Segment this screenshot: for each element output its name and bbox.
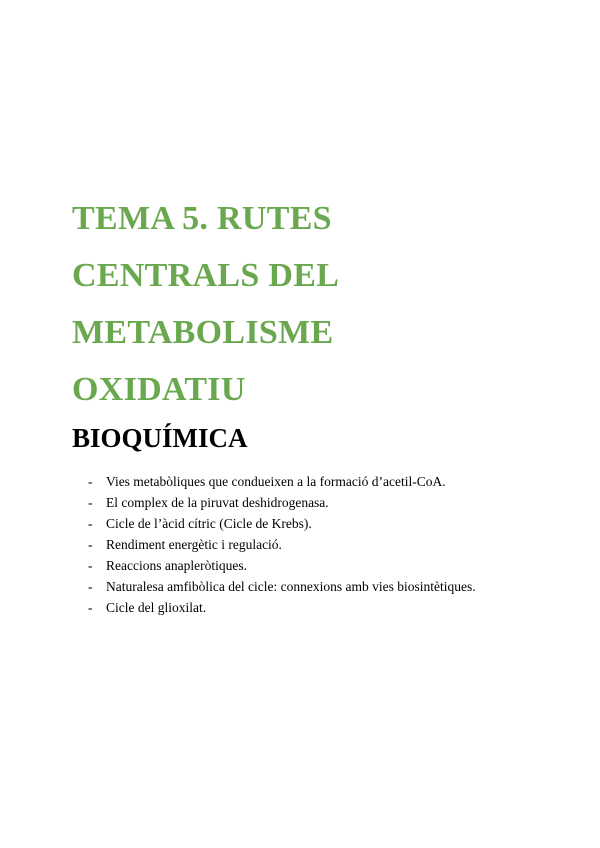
topic-text: Cicle del glioxilat. bbox=[106, 600, 207, 615]
topic-text: Cicle de l’àcid cítric (Cicle de Krebs). bbox=[106, 516, 312, 531]
list-item bbox=[88, 492, 476, 513]
title-line-1: TEMA 5. RUTES bbox=[72, 200, 332, 237]
title-line-2: CENTRALS DEL bbox=[72, 257, 340, 294]
bullet-dash: - bbox=[88, 558, 93, 573]
topic-text: Reaccions anapleròtiques. bbox=[106, 558, 247, 573]
topic-text: Rendiment energètic i regulació. bbox=[106, 537, 282, 552]
topic-text: Vies metabòliques que condueixen a la formació d’acetil-CoA. bbox=[106, 474, 446, 489]
list-item bbox=[88, 471, 476, 492]
document-title bbox=[72, 190, 339, 418]
topic-text: El complex de la piruvat deshidrogenasa. bbox=[106, 495, 329, 510]
list-item bbox=[88, 513, 476, 534]
list-item bbox=[88, 555, 476, 576]
topic-list bbox=[88, 471, 476, 618]
bullet-dash: - bbox=[88, 537, 93, 552]
list-item bbox=[88, 576, 476, 597]
subject-heading: BIOQUÍMICA bbox=[72, 423, 248, 453]
list-item bbox=[88, 534, 476, 555]
topic-text: Naturalesa amfibòlica del cicle: connexions amb vies biosintètiques. bbox=[106, 579, 476, 594]
bullet-dash: - bbox=[88, 516, 93, 531]
title-line-4: OXIDATIU bbox=[72, 371, 246, 408]
bullet-dash: - bbox=[88, 495, 93, 510]
bullet-dash: - bbox=[88, 600, 93, 615]
list-item bbox=[88, 597, 476, 618]
title-line-3: METABOLISME bbox=[72, 314, 334, 351]
bullet-dash: - bbox=[88, 579, 93, 594]
bullet-dash: - bbox=[88, 474, 93, 489]
